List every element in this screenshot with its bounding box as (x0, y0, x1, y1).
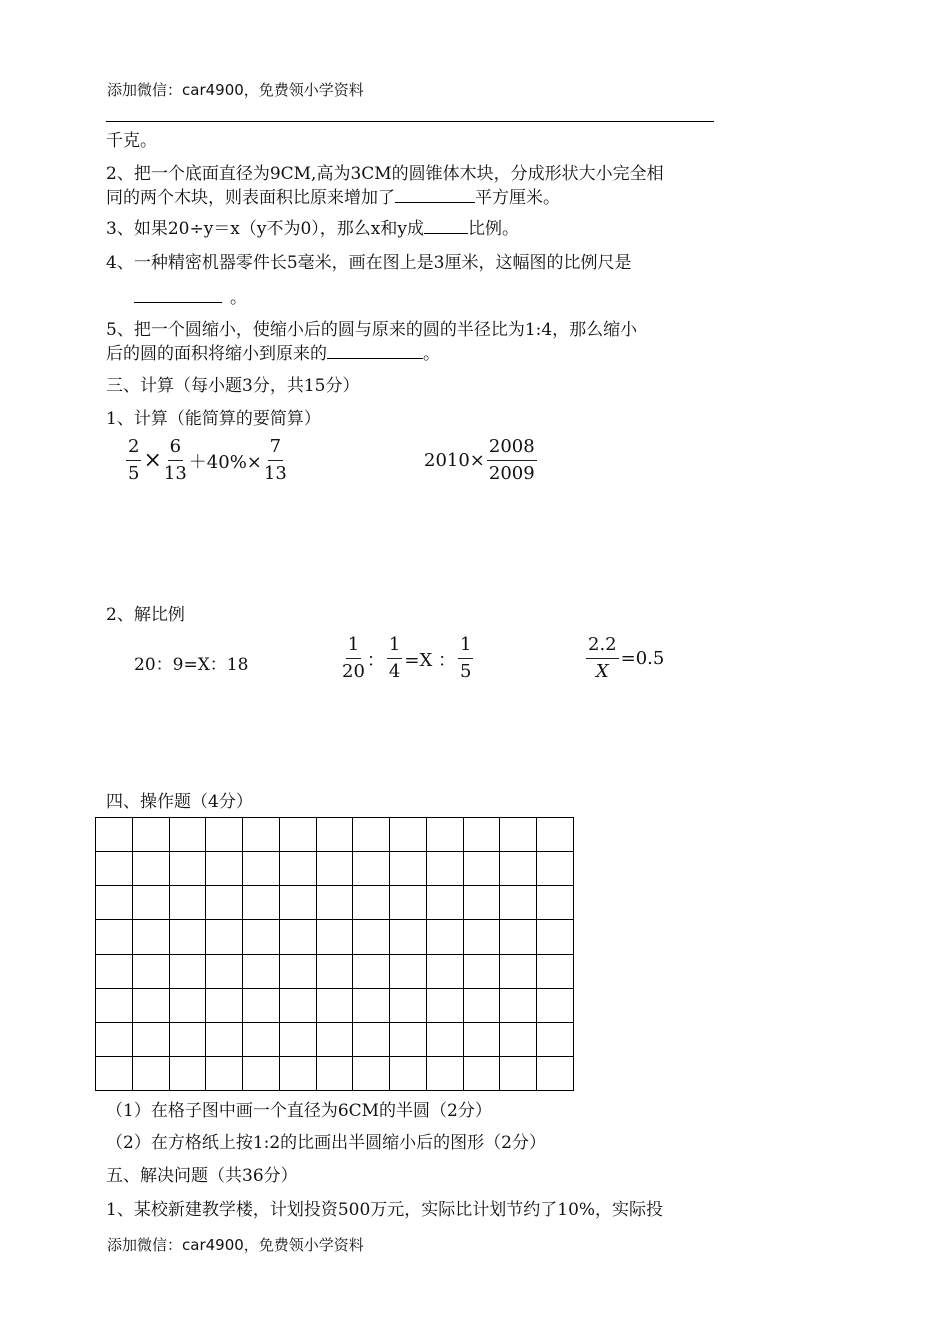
grid-cell (206, 920, 243, 954)
q5-text-b: 。 (423, 344, 440, 364)
grid-cell (500, 989, 537, 1023)
q5-line1: 5、把一个圆缩小，使缩小后的圆与原来的圆的半径比为1:4，那么缩小 (106, 320, 638, 340)
times-sign: × (143, 448, 162, 473)
q3-text-a: 3、如果20÷y＝x（y不为0），那么x和y成 (106, 219, 424, 239)
grid-cell (96, 1057, 133, 1091)
page-header-note: 添加微信：car4900，免费领小学资料 (107, 81, 364, 99)
grid-cell (317, 818, 354, 852)
grid-cell (353, 852, 390, 886)
calc-sub1: 1、计算（能简算的要简算） (106, 409, 321, 429)
grid-cell (280, 886, 317, 920)
grid-cell (317, 989, 354, 1023)
fraction: $\frac{1}{4}$ (388, 634, 401, 682)
grid-cell (390, 955, 427, 989)
grid-cell (206, 1023, 243, 1057)
grid-cell (427, 886, 464, 920)
grid-cell (317, 1023, 354, 1057)
q5-answer-blank[interactable] (327, 340, 423, 359)
grid-cell (537, 1023, 574, 1057)
grid-cell (96, 886, 133, 920)
grid-cell (464, 989, 501, 1023)
fraction: $\frac{1}{20}$ (342, 634, 365, 682)
grid-cell (96, 852, 133, 886)
grid-cell (243, 1023, 280, 1057)
header-divider (106, 121, 714, 122)
grid-cell (317, 852, 354, 886)
fraction: $\frac{2.2}{X}$ (588, 634, 617, 682)
grid-cell (464, 1057, 501, 1091)
grid-cell (427, 955, 464, 989)
grid-cell (464, 852, 501, 886)
grid-cell (170, 852, 207, 886)
grid-cell (243, 1057, 280, 1091)
grid-cell (170, 920, 207, 954)
fraction: $\frac{2}{5}$ (128, 436, 140, 484)
q5-text-a: 后的圆的面积将缩小到原来的 (106, 344, 327, 364)
grid-cell (96, 920, 133, 954)
grid-cell (280, 989, 317, 1023)
grid-cell (390, 989, 427, 1023)
grid-cell (133, 920, 170, 954)
grid-cell (243, 989, 280, 1023)
grid-cell (280, 1023, 317, 1057)
q1-tail: 千克。 (106, 131, 157, 151)
grid-cell (206, 818, 243, 852)
q4-line2 (134, 283, 247, 308)
grid-cell (464, 886, 501, 920)
q2-text-b: 平方厘米。 (475, 188, 560, 208)
solve-q1: 1、某校新建教学楼，计划投资500万元，实际比计划节约了10%，实际投 (106, 1200, 664, 1220)
grid-cell (206, 852, 243, 886)
calc-sub2: 2、解比例 (106, 605, 185, 625)
fraction: $\frac{6}{13}$ (163, 436, 187, 484)
grid-cell (170, 818, 207, 852)
grid-cell (170, 886, 207, 920)
grid-cell (390, 1057, 427, 1091)
operation-item-1: （1）在格子图中画一个直径为6CM的半圆（2分） (106, 1101, 492, 1121)
q2-text-a: 同的两个木块，则表面积比原来增加了 (106, 188, 395, 208)
grid-cell (500, 852, 537, 886)
grid-cell (133, 852, 170, 886)
grid-cell (133, 886, 170, 920)
grid-cell (427, 920, 464, 954)
grid-cell (464, 955, 501, 989)
grid-cell (537, 852, 574, 886)
grid-cell (243, 852, 280, 886)
q3-line (106, 214, 519, 239)
proportion-tail: =0.5 (620, 648, 665, 669)
proportion-3 (584, 634, 664, 683)
grid-cell (390, 886, 427, 920)
q2-line1: 2、把一个底面直径为9CM,高为3CM的圆锥体木块，分成形状大小完全相 (106, 164, 664, 184)
grid-cell (390, 818, 427, 852)
grid-cell (243, 818, 280, 852)
fraction: $\frac{1}{5}$ (459, 634, 472, 682)
grid-cell (170, 1057, 207, 1091)
grid-cell (243, 920, 280, 954)
grid-cell (96, 989, 133, 1023)
grid-cell (206, 989, 243, 1023)
grid-cell (537, 1057, 574, 1091)
grid-cell (170, 989, 207, 1023)
grid-cell (96, 818, 133, 852)
grid-paper[interactable] (95, 817, 574, 1091)
grid-cell (537, 989, 574, 1023)
q3-answer-blank[interactable] (424, 215, 468, 234)
grid-cell (280, 1057, 317, 1091)
calc-expression-1 (124, 436, 289, 485)
grid-cell (133, 989, 170, 1023)
proportion-mid: =X ： (404, 649, 456, 671)
grid-cell (500, 1057, 537, 1091)
grid-cell (317, 886, 354, 920)
expr-mid: ＋40%× (188, 451, 262, 473)
q2-answer-blank[interactable] (395, 184, 475, 203)
grid-cell (353, 818, 390, 852)
grid-cell (96, 955, 133, 989)
grid-cell (170, 955, 207, 989)
q2-line2 (106, 183, 560, 208)
proportion-1: 20：9=X：18 (134, 655, 249, 675)
grid-cell (427, 852, 464, 886)
grid-cell (280, 920, 317, 954)
grid-cell (206, 955, 243, 989)
fraction: $\frac{2008}{2009}$ (488, 436, 535, 484)
grid-cell (537, 955, 574, 989)
grid-cell (537, 920, 574, 954)
proportion-2 (340, 634, 475, 683)
solve-heading: 五、解决问题（共36分） (106, 1166, 298, 1186)
grid-cell (206, 1057, 243, 1091)
grid-cell (353, 989, 390, 1023)
calc-heading: 三、计算（每小题3分，共15分） (106, 376, 360, 396)
grid-cell (280, 852, 317, 886)
grid-cell (427, 989, 464, 1023)
grid-cell (280, 818, 317, 852)
grid-cell (353, 920, 390, 954)
operation-item-2: （2）在方格纸上按1:2的比画出半圆缩小后的图形（2分） (106, 1133, 546, 1153)
q3-text-b: 比例。 (468, 219, 519, 239)
grid-cell (390, 1023, 427, 1057)
grid-cell (317, 1057, 354, 1091)
q4-tail: 。 (230, 288, 247, 308)
grid-cell (133, 1023, 170, 1057)
expr-lead: 2010× (424, 450, 485, 471)
grid-cell (317, 920, 354, 954)
grid-cell (537, 886, 574, 920)
grid-cell (390, 920, 427, 954)
grid-cell (133, 955, 170, 989)
grid-cell (500, 920, 537, 954)
grid-cell (353, 955, 390, 989)
grid-cell (96, 1023, 133, 1057)
calc-expression-2 (424, 436, 539, 485)
q5-line2 (106, 339, 440, 364)
grid-cell (500, 886, 537, 920)
grid-cell (133, 818, 170, 852)
grid-cell (427, 818, 464, 852)
grid-cell (170, 1023, 207, 1057)
grid-cell (280, 955, 317, 989)
grid-cell (353, 886, 390, 920)
grid-cell (317, 955, 354, 989)
grid-cell (537, 818, 574, 852)
grid-cell (243, 886, 280, 920)
grid-cell (353, 1057, 390, 1091)
grid-cell (353, 1023, 390, 1057)
grid-cell (427, 1023, 464, 1057)
fraction: $\frac{7}{13}$ (263, 436, 287, 484)
q4-answer-blank[interactable] (134, 284, 222, 303)
grid-cell (390, 852, 427, 886)
page-footer-note: 添加微信：car4900，免费领小学资料 (107, 1236, 364, 1254)
grid-cell (133, 1057, 170, 1091)
grid-cell (464, 818, 501, 852)
ratio-colon: ： (366, 649, 385, 671)
grid-cell (464, 1023, 501, 1057)
grid-cell (206, 886, 243, 920)
grid-cell (243, 955, 280, 989)
grid-cell (464, 920, 501, 954)
grid-cell (500, 1023, 537, 1057)
grid-cell (500, 955, 537, 989)
q4-line1: 4、一种精密机器零件长5毫米，画在图上是3厘米，这幅图的比例尺是 (106, 253, 632, 273)
grid-cell (427, 1057, 464, 1091)
grid-cell (500, 818, 537, 852)
operation-heading: 四、操作题（4分） (106, 792, 253, 812)
